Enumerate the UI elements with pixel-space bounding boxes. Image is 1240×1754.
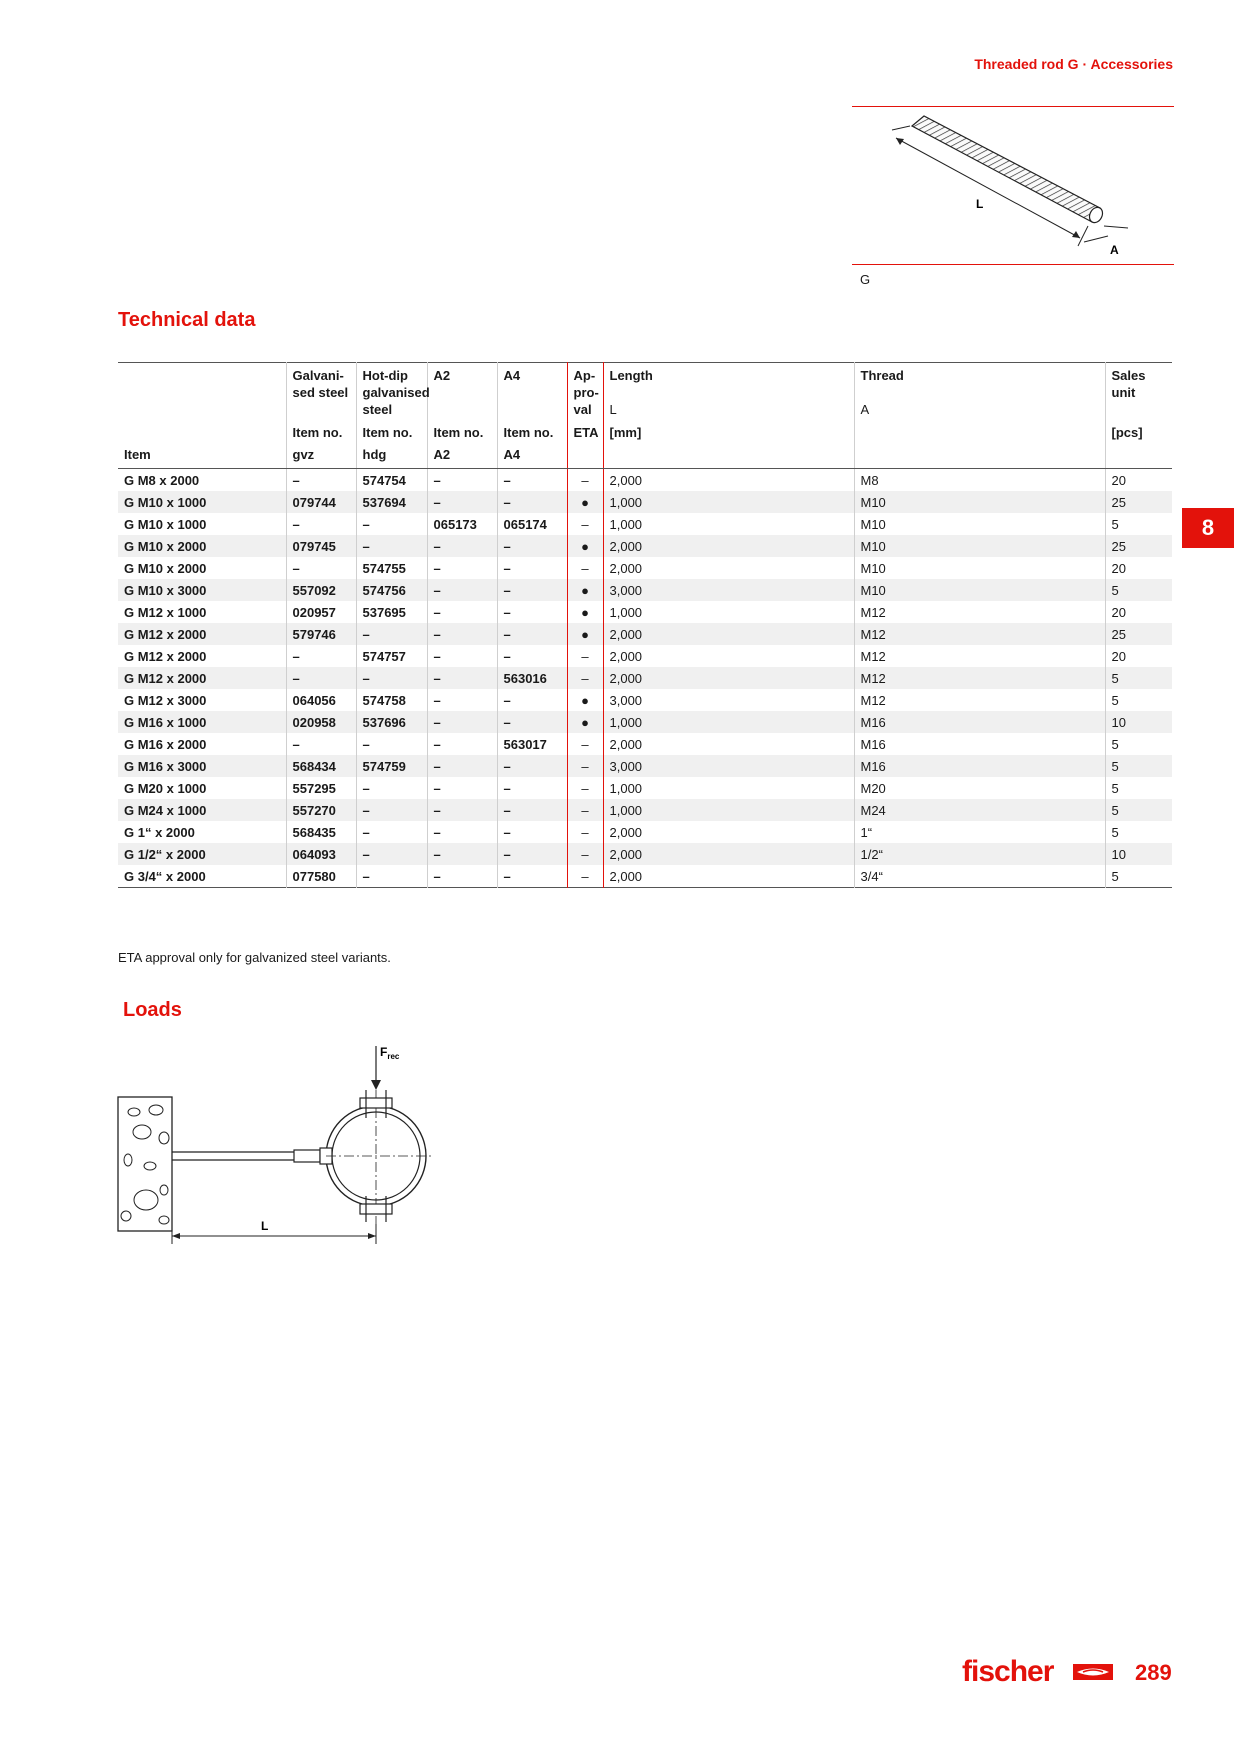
cell-a2: – [427, 711, 497, 733]
cell-thread: M12 [854, 601, 1105, 623]
cell-hdg: – [356, 513, 427, 535]
cell-length: 2,000 [603, 469, 854, 492]
col-header-length: Length L [603, 363, 854, 421]
cell-length: 1,000 [603, 799, 854, 821]
figure-bottom-rule [852, 264, 1174, 265]
cell-thread: M10 [854, 513, 1105, 535]
cell-length: 1,000 [603, 711, 854, 733]
cell-sales-unit: 10 [1105, 843, 1172, 865]
cell-a2: – [427, 821, 497, 843]
cell-eta: – [567, 821, 603, 843]
cell-thread: M24 [854, 799, 1105, 821]
col-header-a2: A2 [427, 363, 497, 421]
table-row [118, 777, 1172, 799]
cell-length: 2,000 [603, 733, 854, 755]
col-header-thread: Thread A [854, 363, 1105, 421]
cell-a2: – [427, 799, 497, 821]
cell-sales-unit: 25 [1105, 623, 1172, 645]
cell-a4: – [497, 865, 567, 888]
cell-gvz: – [286, 557, 356, 579]
cell-eta: – [567, 843, 603, 865]
cell-sales-unit: 5 [1105, 513, 1172, 535]
cell-a2: – [427, 469, 497, 492]
header-item-no: Item no. [427, 420, 497, 443]
cell-a2: – [427, 491, 497, 513]
cell-length: 2,000 [603, 667, 854, 689]
cell-a4: 563017 [497, 733, 567, 755]
cell-thread: M12 [854, 623, 1105, 645]
cell-gvz: 557270 [286, 799, 356, 821]
header-gvz: gvz [286, 443, 356, 469]
cell-gvz: – [286, 667, 356, 689]
cell-a2: – [427, 535, 497, 557]
length-label: L [261, 1219, 269, 1233]
col-header-sales-unit: Sales unit [1105, 363, 1172, 421]
cell-eta: – [567, 645, 603, 667]
cell-eta: – [567, 755, 603, 777]
cell-length: 2,000 [603, 557, 854, 579]
cell-item: G M12 x 2000 [118, 623, 286, 645]
cell-sales-unit: 25 [1105, 491, 1172, 513]
cell-thread: 1“ [854, 821, 1105, 843]
cell-eta: ● [567, 535, 603, 557]
rod-diameter-label: A [1110, 243, 1119, 257]
cell-a4: 563016 [497, 667, 567, 689]
cell-length: 3,000 [603, 579, 854, 601]
table-row [118, 469, 1172, 492]
table-header-row [118, 443, 1172, 469]
cell-sales-unit: 5 [1105, 777, 1172, 799]
header-item-no: Item no. [286, 420, 356, 443]
cell-item: G M12 x 3000 [124, 692, 207, 708]
cell-item: G M12 x 1000 [124, 604, 207, 620]
header-item-no: Item no. [497, 420, 567, 443]
force-label: $F_{rec}$ [380, 1045, 400, 1061]
technical-data-title: Technical data [118, 309, 256, 331]
cell-hdg: – [356, 843, 427, 865]
rod-length-label: L [976, 197, 984, 211]
cell-item: G 1“ x 2000 [124, 824, 195, 840]
cell-eta: – [567, 557, 603, 579]
cell-thread: M12 [854, 645, 1105, 667]
cell-hdg: 574756 [356, 579, 427, 601]
table-row [118, 535, 1172, 557]
cell-length: 3,000 [603, 689, 854, 711]
table-row [118, 491, 1172, 513]
header-item: Item [118, 443, 286, 469]
cell-a4: – [497, 711, 567, 733]
figure-top-rule [852, 106, 1174, 107]
table-row [118, 799, 1172, 821]
cell-item: G M20 x 1000 [124, 780, 207, 796]
cell-sales-unit: 5 [1105, 579, 1172, 601]
col-header-a4: A4 [497, 363, 567, 421]
cell-eta: – [567, 733, 603, 755]
cell-a2: – [427, 755, 497, 777]
header-unit-mm: [mm] [603, 420, 854, 443]
threaded-rod-figure [852, 108, 1174, 264]
table-row [118, 645, 1172, 667]
cell-sales-unit: 5 [1105, 821, 1172, 843]
cell-a4: – [497, 535, 567, 557]
figure-caption: G [860, 272, 871, 287]
chapter-tab[interactable]: 8 [1182, 508, 1234, 548]
cell-sales-unit: 5 [1105, 667, 1172, 689]
cell-item: G M16 x 3000 [118, 755, 286, 777]
cell-sales-unit: 25 [1105, 535, 1172, 557]
cell-thread: M16 [854, 755, 1105, 777]
cell-a2: – [427, 579, 497, 601]
cell-sales-unit: 5 [1105, 755, 1172, 777]
cell-length: 3,000 [603, 755, 854, 777]
fischer-logo-icon [1073, 1664, 1113, 1680]
table-row [118, 557, 1172, 579]
cell-thread: M12 [854, 689, 1105, 711]
page-number: 289 [1135, 1660, 1172, 1685]
cell-thread: M20 [854, 777, 1105, 799]
cell-hdg: – [356, 535, 427, 557]
cell-gvz: 557092 [286, 579, 356, 601]
cell-gvz: 557295 [286, 777, 356, 799]
cell-item: G 1/2“ x 2000 [118, 843, 286, 865]
table-row [118, 843, 1172, 865]
cell-eta: ● [567, 491, 603, 513]
cell-hdg: 537695 [356, 601, 427, 623]
cell-a4: – [497, 799, 567, 821]
cell-sales-unit: 20 [1105, 469, 1172, 492]
cell-length: 2,000 [603, 535, 854, 557]
cell-eta: – [567, 777, 603, 799]
cell-a4: – [497, 601, 567, 623]
cell-a2: – [427, 557, 497, 579]
cell-item: G M8 x 2000 [124, 472, 200, 488]
table-row [118, 579, 1172, 601]
cell-thread: 3/4“ [854, 865, 1105, 888]
cell-item: G M12 x 2000 [118, 667, 286, 689]
header-a4: A4 [497, 443, 567, 469]
cell-sales-unit: 10 [1105, 711, 1172, 733]
table-row [118, 667, 1172, 689]
cell-a4: – [497, 843, 567, 865]
cell-thread: M16 [854, 711, 1105, 733]
cell-hdg: 574759 [356, 755, 427, 777]
cell-item: G M16 x 2000 [124, 736, 207, 752]
cell-a2: – [427, 865, 497, 888]
cell-eta: – [567, 799, 603, 821]
cell-gvz: 579746 [286, 623, 356, 645]
cell-a4: – [497, 821, 567, 843]
cell-item: G M10 x 1000 [124, 516, 207, 532]
header-item-no: Item no. [356, 420, 427, 443]
cell-item: G 3/4“ x 2000 [124, 868, 206, 884]
table-row [118, 601, 1172, 623]
cell-item: G M10 x 3000 [118, 579, 286, 601]
cell-a2: 065173 [427, 513, 497, 535]
cell-hdg: 537694 [356, 491, 427, 513]
cell-item: G M24 x 1000 [118, 799, 286, 821]
cell-hdg: 574757 [356, 645, 427, 667]
loads-title: Loads [123, 999, 182, 1021]
cell-sales-unit: 5 [1105, 799, 1172, 821]
loads-diagram [114, 1040, 434, 1250]
table-row [118, 513, 1172, 535]
cell-eta: – [567, 667, 603, 689]
cell-thread: 1/2“ [854, 843, 1105, 865]
cell-item: G M16 x 1000 [118, 711, 286, 733]
table-row [118, 733, 1172, 755]
cell-eta: – [567, 865, 603, 888]
fischer-logo: fischer [962, 1655, 1054, 1688]
table-header-row [118, 363, 1172, 421]
header-a2: A2 [427, 443, 497, 469]
cell-sales-unit: 5 [1105, 733, 1172, 755]
technical-data-table [118, 362, 1172, 888]
cell-a2: – [427, 777, 497, 799]
cell-length: 2,000 [603, 623, 854, 645]
cell-a4: – [497, 579, 567, 601]
cell-hdg: – [356, 777, 427, 799]
cell-gvz: 020958 [286, 711, 356, 733]
cell-sales-unit: 20 [1105, 645, 1172, 667]
cell-thread: M10 [854, 579, 1105, 601]
cell-a4: – [497, 645, 567, 667]
cell-hdg: – [356, 799, 427, 821]
cell-gvz: 064056 [286, 689, 356, 711]
cell-sales-unit: 5 [1105, 865, 1172, 888]
page-header-title: Threaded rod G · Accessories [974, 56, 1173, 72]
cell-gvz: 079745 [286, 535, 356, 557]
cell-thread: M8 [854, 469, 1105, 492]
cell-gvz: – [286, 469, 356, 492]
cell-sales-unit: 5 [1105, 689, 1172, 711]
cell-eta: ● [567, 601, 603, 623]
cell-thread: M10 [854, 535, 1105, 557]
cell-a2: – [427, 645, 497, 667]
cell-item: G M10 x 2000 [124, 560, 207, 576]
cell-thread: M10 [854, 557, 1105, 579]
cell-a2: – [427, 689, 497, 711]
cell-a4: – [497, 557, 567, 579]
cell-length: 2,000 [603, 645, 854, 667]
cell-eta: ● [567, 711, 603, 733]
cell-gvz: 077580 [286, 865, 356, 888]
cell-eta: – [567, 513, 603, 535]
eta-note: ETA approval only for galvanized steel variants. [118, 950, 391, 965]
cell-length: 2,000 [603, 821, 854, 843]
cell-thread: M16 [854, 733, 1105, 755]
table-row [118, 821, 1172, 843]
cell-a2: – [427, 601, 497, 623]
cell-gvz: – [286, 733, 356, 755]
cell-eta: ● [567, 579, 603, 601]
cell-a2: – [427, 623, 497, 645]
cell-length: 2,000 [603, 843, 854, 865]
cell-length: 1,000 [603, 491, 854, 513]
col-header-approval: Ap- pro- val [567, 363, 603, 421]
cell-item: G M10 x 1000 [118, 491, 286, 513]
cell-sales-unit: 20 [1105, 557, 1172, 579]
cell-a4: – [497, 469, 567, 492]
cell-a4: – [497, 623, 567, 645]
table-row [118, 623, 1172, 645]
cell-length: 1,000 [603, 601, 854, 623]
cell-eta: ● [567, 689, 603, 711]
cell-hdg: 574755 [356, 557, 427, 579]
cell-item: G M10 x 2000 [118, 535, 286, 557]
col-header-gvz: Galvani- sed steel [286, 363, 356, 421]
cell-eta: – [567, 469, 603, 492]
cell-thread: M10 [854, 491, 1105, 513]
table-header-row [118, 420, 1172, 443]
cell-length: 1,000 [603, 777, 854, 799]
cell-gvz: 064093 [286, 843, 356, 865]
table-row [118, 689, 1172, 711]
cell-a4: – [497, 491, 567, 513]
cell-a2: – [427, 667, 497, 689]
cell-hdg: – [356, 623, 427, 645]
cell-a2: – [427, 733, 497, 755]
table-row [118, 865, 1172, 888]
cell-a4: – [497, 777, 567, 799]
header-unit-pcs: [pcs] [1105, 420, 1172, 443]
cell-sales-unit: 20 [1105, 601, 1172, 623]
cell-hdg: 574758 [356, 689, 427, 711]
col-header-hdg: Hot-dip galvanised steel [356, 363, 427, 421]
cell-eta: ● [567, 623, 603, 645]
cell-length: 2,000 [603, 865, 854, 888]
cell-gvz: – [286, 645, 356, 667]
table-row [118, 711, 1172, 733]
cell-thread: M12 [854, 667, 1105, 689]
cell-hdg: – [356, 667, 427, 689]
cell-gvz: – [286, 513, 356, 535]
cell-item: G M12 x 2000 [124, 648, 207, 664]
cell-hdg: – [356, 733, 427, 755]
cell-hdg: – [356, 821, 427, 843]
cell-gvz: 020957 [286, 601, 356, 623]
cell-hdg: 537696 [356, 711, 427, 733]
cell-a4: – [497, 689, 567, 711]
cell-gvz: 568435 [286, 821, 356, 843]
cell-a4: 065174 [497, 513, 567, 535]
cell-gvz: 079744 [286, 491, 356, 513]
col-header-item [118, 363, 286, 421]
cell-hdg: 574754 [356, 469, 427, 492]
cell-hdg: – [356, 865, 427, 888]
cell-a2: – [427, 843, 497, 865]
cell-a4: – [497, 755, 567, 777]
cell-length: 1,000 [603, 513, 854, 535]
cell-gvz: 568434 [286, 755, 356, 777]
header-hdg: hdg [356, 443, 427, 469]
table-row [118, 755, 1172, 777]
header-eta: ETA [567, 420, 603, 443]
